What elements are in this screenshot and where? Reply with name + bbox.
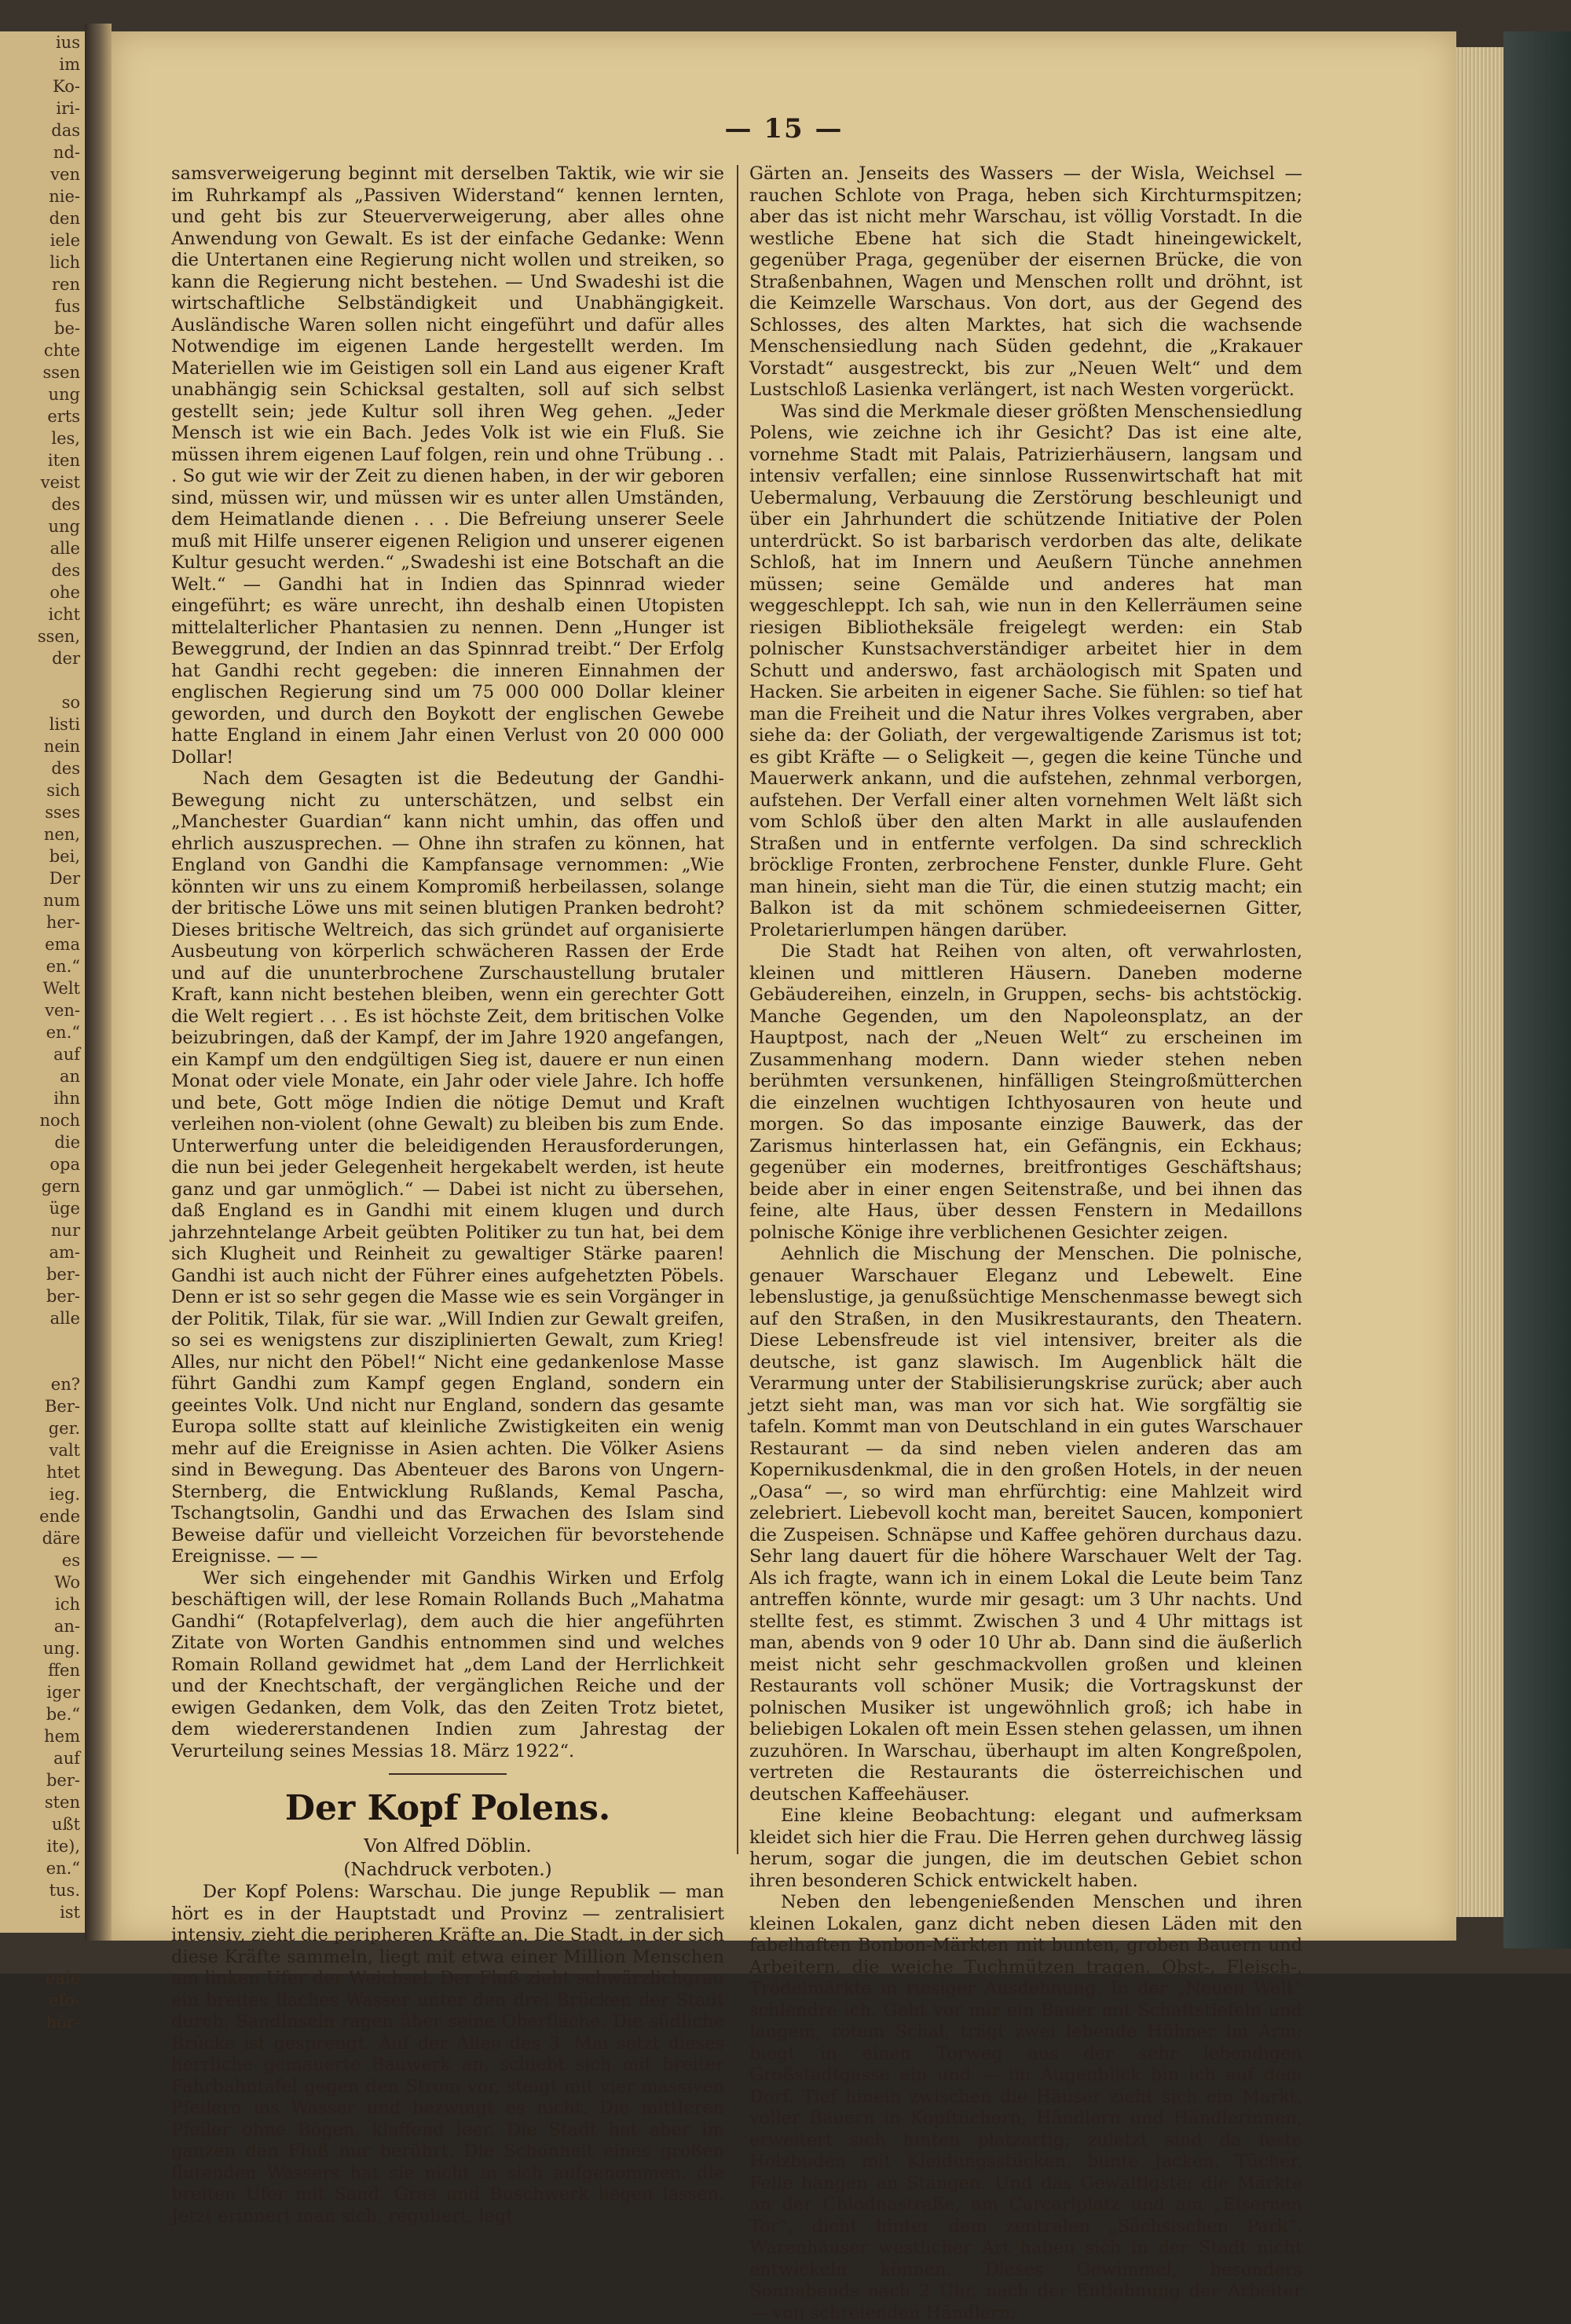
left-page-text-fragment: des [51,561,80,580]
left-page-text-fragment: bei, [49,847,80,866]
book-gutter [85,24,112,1941]
right-column [749,163,1302,2324]
left-page-text-fragment: des [51,495,80,514]
left-page-text-fragment: üge [49,1199,80,1218]
left-page-text-fragment: auf [53,1045,80,1064]
left-page-text-fragment: ber- [46,1771,80,1790]
article-note: (Nachdruck verboten.) [343,1860,552,1880]
left-page-fragment [0,31,85,2032]
left-page-text-fragment: däre [42,1529,80,1548]
left-page-text-fragment: ema [45,935,80,954]
left-page-text-fragment: fus [54,297,80,316]
left-page-text-fragment: ven- [45,1001,80,1020]
left-page-text-fragment: sten [44,1793,80,1812]
section-separator [389,1773,507,1775]
left-page-text-fragment: ußt [52,1815,80,1834]
left-page-text-fragment: ist [60,1903,80,1922]
left-page-text-fragment: alle [49,539,80,558]
left-page-text-fragment: be.“ [46,1705,80,1724]
left-column [171,163,724,2227]
paragraph: Neben den lebengenießenden Menschen und ihren kleinen Lokalen, ganz dicht neben diesen Läden mit den fabelhaften Bonbon-Märkten mit bunten, groben Bauern und Arbeitern, die weiche Tuchmützen tragen. Obst-, Fleisch-, Trödelmärkte in riesiger Ausdehnung. In der „Neuen Welt“ schlendre ich. Geht vor mir ein Bauer mit Schaftstiefeln und langem, rotem Schal, trägt zwei lebende Hühner im Arm; biegt in einen Torweg aus der sehr lebendigen Großstadtgasse ein und — im Augenblick bin ich auf dem Dorf. Tief hinein zwischen die Häuser zieht sich ein Markt, voller Bauern in Kopftüchern, Händlern und Händlerinnen, erweitert sich hinten platzartig; zuletzt sind da feste Holzbuden mit Kleidungsstücken, bunte Jacken, Tücher, Felle hängen an Stangen. Und das Gewaltigste: die Märkte an der Chlodnastraße, am Carcarlplatz und am „Eisernen Tor“, dicht hinter dem zentralen „Sächsischen Park“. Warenhäuser westlicher Art haben sich in der Stadt nicht entwickeln können. Dieses Gewimmel, besonders Sonnabends nach 2 Uhr, nach der Entlohnung der Arbeiter — von schreienden Händlern; [749,1892,1302,2323]
left-page-text-fragment: en.“ [46,1859,80,1878]
left-page-text-fragment: ich [54,1595,80,1614]
left-page-text-fragment: Welt [42,979,80,998]
left-page-text-fragment: das [51,121,80,140]
left-page-text-fragment: en.“ [46,1023,80,1042]
paragraph: Nach dem Gesagten ist die Bedeutung der Gandhi-Bewegung nicht zu unterschätzen, und selbst ein „Manchester Guardian“ kann nicht umhin, das offen und ehrlich auszusprechen. — Ohne ihn strafen zu können, hat England von Gandhi die Kampfansage vernommen: „Wie könnten wir uns zu einem Kompromiß herbeilassen, solange der britische Löwe uns mit seinen blutigen Pranken bedroht? Dieses britische Weltreich, das sich gründet auf organisierte Ausbeutung von körperlich schwächeren Rassen der Erde und auf die ununterbrochene Zurschaustellung brutaler Kraft, kann nicht bestehen bleiben, wenn ein gerechter Gott die Welt regiert . . . Es ist höchste Zeit, dem britischen Volke beizubringen, daß der Kampf, der im Jahre 1920 angefangen, ein Kampf um den endgültigen Sieg ist, dauere er nun einen Monat oder viele Monate, ein Jahr oder viele Jahre. Ich hoffe und bete, Gott möge Indien die nötige Demut und Kraft verleihen non-violent (ohne Gewalt) zu bleiben bis zum Ende. Unterwerfung unter die beleidigenden Herausforderungen, die nun bei jeder Gelegenheit hergekabelt werden, ist heute ganz und gar unmöglich.“ — Dabei ist nicht zu übersehen, daß England es in Gandhi mit einem klugen und durch jahrzehntelange Arbeit geübten Politiker zu tun hat, bei dem sich Klugheit und Reinheit zu gewaltiger Stärke paaren! Gandhi ist auch nicht der Führer eines aufgehetzten Pöbels. Denn er ist so sehr gegen die Masse wie es sein Vorgänger in der Politik, Tilak, für sie war. „Will Indien zur Gewalt greifen, so sei es wenigstens zur disziplinierten Gewalt, zum Krieg! Alles, nur nicht den Pöbel!“ Nicht eine gedankenlose Masse führt Gandhi zum Kampf gegen England, sondern ein geeintes Volk. Und nicht nur England, sondern das gesamte Europa sollte statt auf kleinliche Zwistigkeiten ein wenig mehr auf die Ereignisse in Asien achten. Die Völker Asiens sind in Bewegung. Das Abenteuer des Barons von Ungern-Sternberg, die Entwicklung Rußlands, Kemal Pascha, Tschangtsolin, Gandhi und das Erwachen des Islam sind Beweise dafür und vielleicht Vorzeichen für bevorstehende Ereignisse. — — [171,768,724,1567]
paragraph: Eine kleine Beobachtung: elegant und aufmerksam kleidet sich hier die Frau. Die Herren gehen durchweg lässig herum, sogar die jungen, die im deutschen Gebiet schon ihren besonderen Schick entwickelt haben. [749,1805,1302,1891]
left-page-text-fragment: nur [50,1221,80,1240]
left-page-text-fragment: der [52,649,80,668]
paragraph: Der Kopf Polens: Warschau. Die junge Republik — man hört es in der Hauptstadt und Provinz — zentralisiert intensiv, zieht die peripheren Kräfte an. Die Stadt, in der sich diese Kräfte sammeln, liegt mit etwa einer Million Menschen am linken Ufer der Weichsel. Der Fluß zieht schwärzlichgrau ein breites flaches Wasser unter den drei Brücken der Stadt durch, Sandinseln ragen über seine Oberfläche. Die südliche Brücke ist gesprengt. Auf der Allee des 3. Mai setzt dieses herrliche gemauerte Bauwerk an, schiebt sich mit breiter Fahrbahntafel gegen den Strom vor, steigt mit vier massiven Pfeilern ins Wasser und bezwingt es nicht. Die mittleren Pfeiler ohne Bögen, klaffend leer. Die Stadt hat aber im ganzen den Fluß nur berührt. Die Schönheit eines großen flutenden Wassers hat sie nicht in sich aufgenommen, die breiten Ufer mit Sand, Gras und Buschwerk liegen lassen. Jetzt erinnert man sich, reguliert, legt [171,1882,724,2227]
page-stack-edge [1456,47,1503,1917]
left-page-text-fragment: veist [40,473,80,492]
paragraph: Gärten an. Jenseits des Wassers — der Wisla, Weichsel — rauchen Schlote von Praga, heben sich Kirchturmspitzen; aber das ist nicht mehr Warschau, ist völlig Vorstadt. In die westliche Ebene hat sich die Stadt hineingewickelt, gegenüber Praga, gegenüber der eisernen Brücke, die von Straßenbahnen, Wagen und Menschen rollt und dröhnt, ist die Keimzelle Warschaus. Von dort, aus der Gegend des Schlosses, des alten Marktes, hat sich die wachsende Menschensiedlung nach Süden gedehnt, die „Krakauer Vorstadt“ ausgestreckt, bis zur „Neuen Welt“ und dem Lustschloß Lasienka verlängert, ist nach Westen vorgerückt. [749,163,1302,400]
left-page-text-fragment: en.“ [46,957,80,976]
left-page-text-fragment: ber- [46,1287,80,1306]
left-page-text-fragment: erts [47,407,80,426]
left-page-text-fragment: ius [55,33,80,52]
left-page-text-fragment: tus. [49,1881,80,1900]
page-number: — 15 — [724,113,844,145]
left-page-text-fragment: iele [49,231,80,250]
left-page-text-fragment: ffen [48,1661,80,1680]
left-page-text-fragment: den [49,209,80,228]
left-page-text-fragment: valt [49,1441,80,1460]
left-page-text-fragment: ber- [46,1265,80,1284]
left-page-text-fragment: an [59,1067,80,1086]
left-page-text-fragment [0,669,85,691]
left-page-text-fragment: Ber- [45,1397,80,1416]
paragraph: Was sind die Merkmale dieser größten Menschensiedlung Polens, wie zeichne ich ihr Gesicht? Das ist eine alte, vornehme Stadt mit Palais, Patrizierhäusern, langsam und intensiv verfallen; eine sinnlose Russenwirtschaft hat mit Uebermalung, Verbauung die Zerstörung beschleunigt und über ein Jahrhundert die schützende Initiative der Polen unterdrückt. So ist barbarisch verdorben das alte, delikate Schloß, hat im Innern und Aeußern Tünche annehmen müssen; seine Gemälde und anderes hat man weggeschleppt. Ich sah, wie nun in den Kellerräumen seine riesigen Bibliotheksäle freigelegt werden: ein Stab polnischer Kunstsachverständiger arbeitet hier in dem Schutt und anderswo, fast archäologisch mit Spaten und Hacken. Sie arbeiten in eigener Sache. Sie fühlen: so tief hat man die Freiheit und die Natur ihres Volkes vergraben, aber siehe da: der Goliath, der vergewaltigende Zarismus ist tot; es gibt Kräfte — o Seligkeit —, gegen die keine Tünche und Mauerwerk ankann, und die aufstehen, zehnmal verborgen, aufstehen. Der Verfall einer alten vornehmen Welt läßt sich vom Schloß über den alten Markt in alle auslaufenden Straßen und in entfernte verfolgen. Da sind schrecklich bröcklige Fronten, zerbrochene Fenster, dunkle Flure. Geht man hinein, sieht man die Tür, die einen stutzig macht; ein Balkon ist da mit schönem schmiedeeisernen Gitter, Proletarierlumpen hängen darüber. [749,401,1302,940]
article-author: Von Alfred Döblin. [364,1836,532,1857]
left-page-text-fragment: nd- [53,143,80,162]
left-page-text-fragment: hem [44,1727,80,1746]
left-page-text-fragment: en? [50,1375,80,1394]
left-page-text-fragment: an- [53,1617,80,1636]
left-page-text-fragment: efo- [49,1991,80,2010]
left-page-text-fragment: ssen [42,363,80,382]
left-page-text-fragment: ven [50,165,80,184]
left-page-text-fragment: iten [47,451,80,470]
left-page-text-fragment: num [43,891,80,910]
left-page-text-fragment: ger. [48,1419,80,1438]
left-page-text-fragment: icht [48,605,80,624]
left-page-text-fragment: im [59,55,80,74]
book-binding [1503,31,1571,1948]
paragraph: samsverweigerung beginnt mit derselben Taktik, wie wir sie im Ruhrkampf als „Passiven Widerstand“ kennen lernten, und geht bis zur Steuerverweigerung, aber alles ohne Anwendung von Gewalt. Es ist der einfache Gedanke: Wenn die Untertanen eine Regierung nicht wollen und streiken, so kann die Regierung nicht bestehen. — Und Swadeshi ist die wirtschaftliche Selbständigkeit und Unabhängigkeit. Ausländische Waren sollen nicht eingeführt und dafür alles Notwendige im eigenen Lande hergestellt werden. Im Materiellen wie im Geistigen soll ein Land aus eigener Kraft unabhängig sein Schicksal gestalten, soll auf sich selbst gestellt sein; jede Kultur soll ihren Weg gehen. „Jeder Mensch ist wie ein Bach. Jedes Volk ist wie ein Fluß. Sie müssen ihrem eigenen Lauf folgen, rein und ohne Trübung . . . So gut wie wir der Zeit zu dienen haben, in der wir geboren sind, müssen wir, und müssen wir es unter allen Umständen, dem Heimatlande dienen . . . Die Befreiung unserer Seele muß mit Hilfe unserer eigenen Religion und unserer eigenen Kultur gesucht werden.“ „Swadeshi ist eine Botschaft an die Welt.“ — Gandhi hat in Indien das Spinnrad wieder eingeführt; es wäre unrecht, ihn deshalb einen Utopisten mittelalterlicher Phantasien zu nennen. Denn „Hunger ist Beweggrund, der Indien an das Spinnrad treibt.“ Der Erfolg hat Gandhi recht gegeben: die inneren Einnahmen der englischen Regierung sind um 75 000 000 Dollar kleiner geworden, und durch den Boykott der englischen Gewebe hatte England in einem Jahr einen Verlust von 20 000 000 Dollar! [171,163,724,768]
left-page-text-fragment: her- [46,913,80,932]
left-page-text-fragment: Der [49,869,80,888]
left-page-text-fragment: opa [49,1155,80,1174]
left-page-text-fragment: ssen, [37,627,80,646]
left-page-text-fragment: be- [54,319,80,338]
left-page-text-fragment: sich [46,781,80,800]
left-page-text-fragment: ende [39,1507,80,1526]
left-page-text-fragment: noch [39,1111,80,1130]
left-page-text-fragment: auf [53,1749,80,1768]
left-page-text-fragment: gern [41,1177,80,1196]
left-page-text-fragment: es [61,1551,80,1570]
left-page-text-fragment: les, [51,429,80,448]
left-page-text-fragment: Wo [54,1573,80,1592]
left-page-text-fragment: Ko- [53,77,80,96]
left-page-text-fragment: chte [43,341,80,360]
left-page-text-fragment: alle [49,1309,80,1328]
left-page-text-fragment [0,1923,85,1945]
left-page-text-fragment: iger [46,1683,80,1702]
left-page-text-fragment: so [61,693,80,712]
left-page-text-fragment: ite), [46,1837,80,1856]
newspaper-page [112,31,1456,2323]
left-page-text-fragment: htet [46,1463,80,1482]
left-page-text-fragment: lich [49,253,80,272]
paragraph: Wer sich eingehender mit Gandhis Wirken und Erfolg beschäftigen will, der lese Romain Rollands Buch „Mahatma Gandhi“ (Rotapfelverlag), dem auch die hier angeführten Zitate von Worten Gandhis entnommen sind und welches Romain Rolland gewidmet hat „dem Land der Herrlichkeit und der Knechtschaft, der vergänglichen Reiche und der ewigen Gedanken, dem Volk, das den Zeiten Trotz bietet, dem wiedererstandenen Indien zum Jahrestag der Verurteilung seines Messias 18. März 1922“. [171,1567,724,1761]
left-page-text-fragment: ung [48,385,80,404]
left-page-text-fragment: eale [45,1969,80,1988]
left-page-text-fragment: listi [49,715,80,734]
left-page-text-fragment: die [54,1133,80,1152]
left-page-text-fragment: nein [43,737,80,756]
paragraph: Aehnlich die Mischung der Menschen. Die polnische, genauer Warschauer Eleganz und Lebewelt. Eine lebenslustige, ja genußsüchtige Menschenmasse bewegt sich auf den Straßen, in den Musikrestaurants, den Theatern. Diese Lebensfreude ist viel intensiver, breiter als die deutsche, ist ganz slawisch. Im Augenblick hält die Verarmung unter der Stabilisierungskrise zurück; aber auch jetzt sieht man, was man vor sich hat. Wie sorgfältig sie tafeln. Kommt man von Deutschland in ein gutes Warschauer Restaurant — da sind neben vielen anderen das am Kopernikusdenkmal, die in den großen Hotels, in der neuen „Oasa“ —, so wird man ehrfürchtig: eine Mahlzeit wird zelebriert. Liebevoll kocht man, bereitet Saucen, komponiert die Zuspeisen. Schnäpse und Kaffee gehören durchaus dazu. Sehr lang dauert für die höhere Warschauer Welt der Tag. Als ich fragte, wann ich in einem Lokal die Leute beim Tanz antreffen könnte, wurde mir gesagt: um 3 Uhr nachts. Und stellte fest, es stimmt. Zwischen 3 und 4 Uhr mittags ist man, abends von 9 oder 10 Uhr ab. Dann sind die äußerlich meist nicht sehr geschmackvollen großen und kleinen Restaurants voll schöner Musik; die Vortragskunst der polnischen Musiker ist ungewöhnlich groß; ich habe in beliebigen Lokalen oft mein Essen stehen gelassen, um ihnen zuzuhören. In Warschau, überhaupt im alten Kongreßpolen, vertreten die Restaurants die österreichischen und deutschen Kaffeehäuser. [749,1244,1302,1805]
column-divider [737,165,738,1854]
left-page-text-fragment: sses [45,803,80,822]
left-page-text-fragment: ung. [42,1639,80,1658]
left-page-text-fragment: hör- [46,2013,80,2032]
left-page-text-fragment [0,1329,85,1351]
left-page-text-fragment [0,1351,85,1373]
left-page-text-fragment: am- [49,1243,80,1262]
left-page-text-fragment: ung [48,517,80,536]
left-page-text-fragment: ohe [49,583,80,602]
left-page-text-fragment: nen, [43,825,80,844]
paragraph: Die Stadt hat Reihen von alten, oft verwahrlosten, kleinen und mittleren Häusern. Daneben moderne Gebäudereihen, einzeln, in Gruppen, sechs- bis achtstöckig. Manche Gegenden, um den Napoleonsplatz, an der Hauptpost, nach der „Neuen Welt“ zu erscheinen im Zusammenhang modern. Dann wieder stehen neben berühmten versunkenen, hinfälligen Steingroßmütterchen die einzelnen wuchtigen Ichthyosauren von heute und morgen. So das imposante einzige Bauwerk, das der Zarismus hinterlassen hat, ein Gefängnis, ein Eckhaus; gegenüber ein modernes, breitfrontiges Geschäftshaus; beide aber in einer engen Seitenstraße, und bei ihnen das feine, alte Haus, über dessen Fenstern in Medaillons polnische Könige ihre verblichenen Gesichter zeigen. [749,941,1302,1243]
left-page-text-fragment: ren [52,275,80,294]
left-page-text-fragment [0,1945,85,1967]
article-title: Der Kopf Polens. [284,1788,611,1828]
left-page-text-fragment: ihn [53,1089,80,1108]
left-page-text-fragment: ieg. [49,1485,80,1504]
left-page-text-fragment: nie- [49,187,80,206]
left-page-text-fragment: iri- [56,99,80,118]
left-page-text-fragment: des [51,759,80,778]
